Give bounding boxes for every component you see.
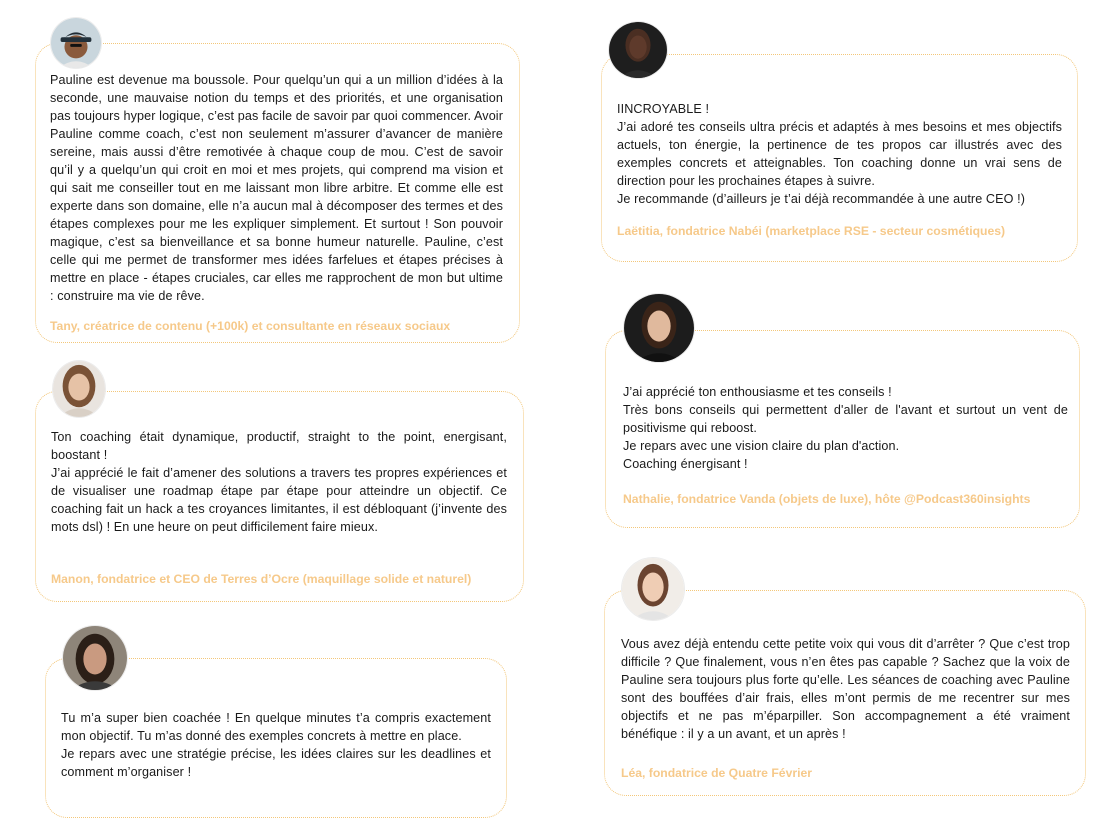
testimonial-text-3	[61, 709, 491, 781]
testimonial-text: Tu m’a super bien coachée ! En quelque minutes t’a compris exactement mon objectif. Tu m’as donné des exemples concrets à mettre en place. Je repars avec une stratégie précise, les idées claires sur les deadlines et comment m’organiser !	[61, 711, 491, 779]
testimonial-author-lea: Léa, fondatrice de Quatre Février	[621, 766, 813, 780]
testimonial-text-lea	[621, 635, 1070, 743]
person-with-cap-avatar	[50, 17, 102, 69]
woman-dark-background-avatar	[608, 21, 668, 79]
woman-dark-hair-avatar	[62, 625, 128, 691]
testimonial-text: J’ai apprécié ton enthousiasme et tes conseils ! Très bons conseils qui permettent d'aller de l'avant et surtout un vent de positivisme qui reboost. Je repars avec une vision claire du plan d'action. Coaching énergisant !	[623, 385, 1068, 471]
testimonial-text-tany	[50, 71, 503, 305]
testimonial-text: IINCROYABLE ! J’ai adoré tes conseils ultra précis et adaptés à mes besoins et mes objectifs actuels, ton énergie, la pertinence de tes propos car illustrés avec des exemples concrets et atteignables. Ton coaching donne un vrai sens de direction pour les prochaines étapes à suivre. Je recommande (d’ailleurs je t’ai déjà recommandée à une autre CEO !)	[617, 102, 1062, 206]
testimonial-text-laetitia	[617, 100, 1062, 208]
testimonial-author-manon: Manon, fondatrice et CEO de Terres d’Ocre (maquillage solide et naturel)	[51, 572, 472, 586]
woman-smiling-light-avatar	[621, 557, 685, 621]
testimonial-text-nathalie	[623, 383, 1068, 473]
testimonial-text: Pauline est devenue ma boussole. Pour quelqu’un qui a un million d’idées à la seconde, une mauvaise notion du temps et des priorités, et une organisation pas toujours hyper logique, c’est pas facile de savoir par quoi commencer. Avoir Pauline comme coach, c’est non seulement m’assurer d’avancer de manière sereine, mais aussi d’être remotivée à chaque coup de mou. C’est de savoir qu’il y a quelqu’un qui croit en moi et mes projets, qui comprend ma vision et qui sait me conseiller tout en me laissant mon libre arbitre. Et comme elle est experte dans son domaine, elle n’a aucun mal à décomposer des termes et des étapes complexes pour me les expliquer simplement. Et surtout ! Son pouvoir magique, c’est sa bienveillance et sa bonne humeur naturelle. Pauline, c’est celle qui me permet de transformer mes idées farfelues et étapes précises à mettre en place - étapes cruciales, car elles me rapprochent de mon but ultime : construire ma vie de rêve.	[50, 73, 503, 303]
testimonial-author-laetitia: Laëtitia, fondatrice Nabéi (marketplace RSE - secteur cosmétiques)	[617, 224, 1006, 238]
smiling-woman-avatar	[52, 360, 106, 418]
testimonial-text: Ton coaching était dynamique, productif, straight to the point, energisant, boostant ! J’ai apprécié le fait d’amener des solutions a travers tes propres expériences et de visualiser une roadmap étape par étape pour atteindre un objectif. Ce coaching fait un hack a tes croyances limitantes, il est débloquant (j’invente des mots dsl) ! En une heure on peut difficilement faire mieux.	[51, 430, 507, 534]
testimonial-author-tany: Tany, créatrice de contenu (+100k) et consultante en réseaux sociaux	[50, 319, 451, 333]
testimonial-text-manon	[51, 428, 507, 536]
testimonial-author-nathalie: Nathalie, fondatrice Vanda (objets de luxe), hôte @Podcast360insights	[623, 492, 1031, 506]
woman-portrait-avatar	[623, 293, 695, 363]
testimonial-text: Vous avez déjà entendu cette petite voix qui vous dit d’arrêter ? Que c’est trop difficile ? Que finalement, vous n’en êtes pas capable ? Sachez que la voix de Pauline sera toujours plus forte qu’elle. Les séances de coaching avec Pauline sont des bouffées d’air frais, elles m’ont permis de me recentrer sur mes objectifs et ne pas m’éparpiller. Son accompagnement a été vraiment bénéfique : il y a un avant, et un après !	[621, 637, 1070, 741]
